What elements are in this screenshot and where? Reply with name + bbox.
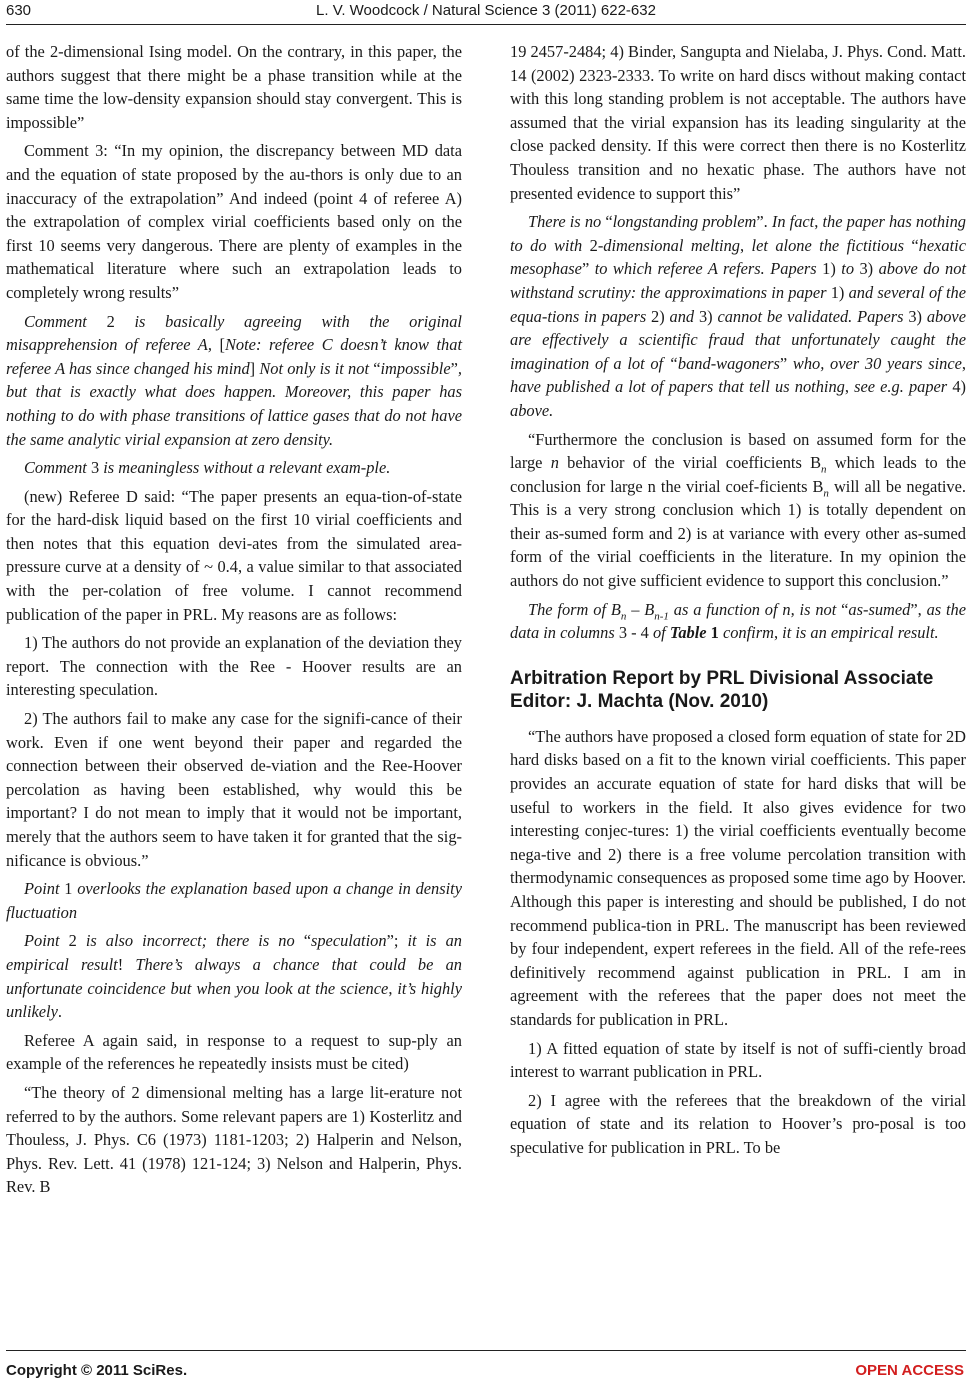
right-column <box>510 40 966 1165</box>
paragraph: Referee A again said, in response to a request to sup-ply an example of the references he repeatedly insists must be cited) <box>6 1030 462 1074</box>
paragraph: 1) The authors do not provide an explanation of the deviation they report. The connection with the Ree - Hoover results are an interesting speculation. <box>6 633 462 700</box>
paragraph: “The theory of 2 dimensional melting has a large lit-erature not referred to by the authors. Some relevant papers are 1) Kosterlitz and Thouless, J. Phys. C6 (1973) 1181-1203; 2) Halperin and Nelson, Phys. Rev. Lett. 41 (1978) 121-124; 3) Nelson and Halperin, Phys. Rev. B <box>6 1082 462 1197</box>
left-column <box>6 40 462 1204</box>
paragraph: “Furthermore the conclusion is based on assumed form for the large n behavior of the virial coefficients $B_n$ which leads to the conclusion for large n the virial coef-ficients $B_n$ will all be negative. This is a very strong conclusion which 1) is totally dependent on their as-sumed form and 2) is at variance with every other as-sumed form of the virial coefficients in the literature. In my opinion the authors do not give sufficient evidence to support this conclusion.” <box>510 429 966 591</box>
author-reply: There is no “longstanding problem”. In fact, the paper has nothing to do with 2-dimensional melting, let alone the fictitious “hexatic mesophase” to which referee A refers. Papers 1) to 3) above do not withstand scrutiny: the approximations in paper 1) and several of the equa-tions in papers 2) and 3) cannot be validated. Papers 3) above are effectively a scientific fraud that unfortunately caught the imagination of a lot of “band-wagoners” who, over 30 years since, have published a lot of papers that tell us nothing, see e.g. paper 4) above. <box>510 212 967 420</box>
paragraph: Comment 3: “In my opinion, the discrepancy between MD data and the equation of state proposed by the au-thors is only due to an inaccuracy of the extrapolation” And indeed (point 4 of referee A) the extrapolation of complex virial coefficients based only on the first 10 seems very dangerous. There are plenty of examples in the mathematical literature where such an extrapolation leads to completely wrong results” <box>6 141 462 302</box>
open-access-label: OPEN ACCESS <box>855 1362 964 1379</box>
page-number: 630 <box>6 2 32 19</box>
paragraph: “The authors have proposed a closed form equation of state for 2D hard disks based on a fit to the known virial coefficients. This paper provides an accurate equation of state for hard disks that will be useful to workers in the field. It also gives evidence for two interesting conjec-tures: 1) the virial coefficients eventually become nega-tive and 2) there is a free volume percolation transition with thermodynamic consequences as proposed some time ago by Hoover. Although this paper is interesting and should be published, I do not recommend publica-tion in PRL. The manuscript has been reviewed by four independent, expert referees in the field. All of the refe-rees definitively recommend against publication in PRL. I am in agreement with the referees that the paper does not meet the standards for publication in PRL. <box>510 726 966 1029</box>
paragraph: 19 2457-2484; 4) Binder, Sangupta and Nielaba, J. Phys. Cond. Matt. 14 (2002) 2323-2333. To write on hard discs without making contact with this long standing problem is not acceptable. The authors have assumed that the virial expansion has its leading singularity at the close packed density. If this were correct then there is no Kosterlitz Thouless transition and no hexatic phase. The authors have not presented evidence to support this” <box>510 42 966 203</box>
author-reply: Comment 2 is basically agreeing with the original misapprehension of referee A, [Note: referee C doesn’t know that referee A has since changed his mind] Not only is it not “impossible”, but that is exactly what does happen. Moreover, this paper has nothing to do with phase transitions of lattice gases that do not have the same analytic virial expansion at zero density. <box>6 311 463 449</box>
header-rule <box>6 24 966 25</box>
author-reply: Comment 3 is meaningless without a relevant exam-ple. <box>24 458 391 478</box>
paragraph: 2) I agree with the referees that the breakdown of the virial equation of state and its relation to Hoover’s pro-posal is too speculative for publication in PRL. To be <box>510 1090 966 1157</box>
author-reply: Point 1 overlooks the explanation based upon a change in density fluctuation <box>6 879 463 922</box>
author-reply: Point 2 is also incorrect; there is no “speculation”; it is an empirical result! There’s always a chance that could be an unfortunate coincidence but when you look at the science, it’s highly unlikely. <box>6 931 463 1022</box>
section-heading: Arbitration Report by PRL Divisional Associate Editor: J. Machta (Nov. 2010) <box>510 667 934 712</box>
paragraph: 2) The authors fail to make any case for the signifi-cance of their work. Even if one went beyond their paper and regarded the connection between their observed de-viation and the Ree-Hoover percolation as having been established, why would this be important? I do not mean to imply that it would not be important, merely that the authors seem to have taken it for granted that the sig-nificance is obvious.” <box>6 709 462 870</box>
author-reply: The form of $B_n - B_{n-1}$ as a function of n, is not “as-sumed”, as the data in columns 3 - 4 of Table 1 confirm, it is an empirical result. <box>510 599 967 643</box>
footer-rule <box>6 1350 966 1351</box>
paragraph: (new) Referee D said: “The paper presents an equa-tion-of-state for the hard-disk liquid based on the first 10 virial coefficients and then notes that this equation devi-ates from the simulated area-pressure curve at a density of ~ 0.4, a value similar to that associated with the per-colation of free volume. I cannot recommend publication of the paper in PRL. My reasons are as follows: <box>6 486 462 624</box>
paragraph: 1) A fitted equation of state by itself is not of suffi-ciently broad interest to warrant publication in PRL. <box>510 1038 966 1082</box>
running-title: L. V. Woodcock / Natural Science 3 (2011) 622-632 <box>316 2 656 19</box>
copyright-notice: Copyright © 2011 SciRes. <box>6 1362 188 1379</box>
page-header <box>0 0 972 26</box>
paragraph: of the 2-dimensional Ising model. On the contrary, in this paper, the authors suggest that there might be a phase transition while at the same time the low-density expansion should stay convergent. This is impossible” <box>6 42 462 132</box>
page-footer <box>0 1350 972 1388</box>
